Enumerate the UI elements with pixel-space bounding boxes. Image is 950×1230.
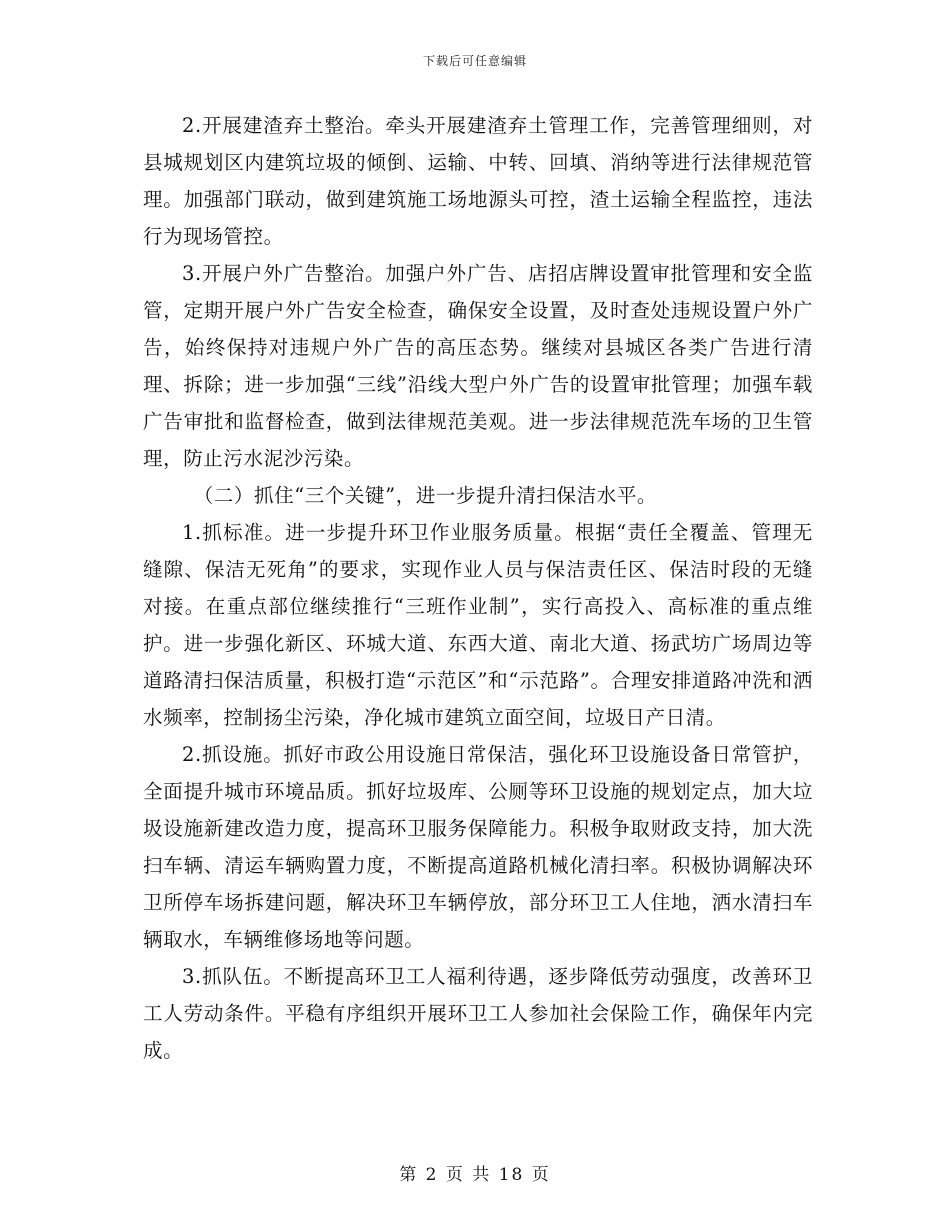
paragraph-facilities: 2.抓设施。抓好市政公用设施日常保洁，强化环卫设施设备日常管护，全面提升城市环境品质。抓好垃圾库、公厕等环卫设施的规划定点，加大垃圾设施新建改造力度，提高环卫服务保障能力。积极争取财政支持，加大洗扫车辆、清运车辆购置力度，不断提高道路机械化清扫率。积极协调解决环卫所停车场拆建问题，解决环卫车辆停放，部分环卫工人住地，洒水清扫车辆取水，车辆维修场地等问题。 bbox=[143, 743, 813, 951]
paragraph-outdoor-advertising: 3.开展户外广告整治。加强户外广告、店招店牌设置审批管理和安全监管，定期开展户外广告安全检查，确保安全设置，及时查处违规设置户外广告，始终保持对违规户外广告的高压态势。继续对县城区各类广告进行清理、拆除；进一步加强“三线”沿线大型户外广告的设置审批管理；加强车载广告审批和监督检查，做到法律规范美观。进一步法律规范洗车场的卫生管理，防止污水泥沙污染。 bbox=[143, 262, 813, 470]
paragraph-construction-waste: 2.开展建渣弃土整治。牵头开展建渣弃土管理工作，完善管理细则，对县城规划区内建筑垃圾的倾倒、运输、中转、回填、消纳等进行法律规范管理。加强部门联动，做到建筑施工场地源头可控，渣土运输全程监控，违法行为现场管控。 bbox=[143, 114, 813, 248]
page-header: 下载后可任意编辑 bbox=[422, 54, 527, 68]
document-body bbox=[143, 107, 813, 1069]
paragraph-workforce: 3.抓队伍。不断提高环卫工人福利待遇，逐步降低劳动强度，改善环卫工人劳动条件。平稳有序组织开展环卫工人参加社会保险工作，确保年内完成。 bbox=[143, 965, 813, 1062]
section-heading-three-keys: （二）抓住“三个关键”，进一步提升清扫保洁水平。 bbox=[193, 484, 658, 507]
paragraph-standards: 1.抓标准。进一步提升环卫作业服务质量。根据“责任全覆盖、管理无缝隙、保洁无死角”的要求，实现作业人员与保洁责任区、保洁时段的无缝对接。在重点部位继续推行“三班作业制”，实行高投入、高标准的重点维护。进一步强化新区、环城大道、东西大道、南北大道、扬武坊广场周边等道路清扫保洁质量，积极打造“示范区”和“示范路”。合理安排道路冲洗和洒水频率，控制扬尘污染，净化城市建筑立面空间，垃圾日产日清。 bbox=[143, 521, 813, 729]
page-footer: 第 2 页 共 18 页 bbox=[399, 1165, 551, 1185]
